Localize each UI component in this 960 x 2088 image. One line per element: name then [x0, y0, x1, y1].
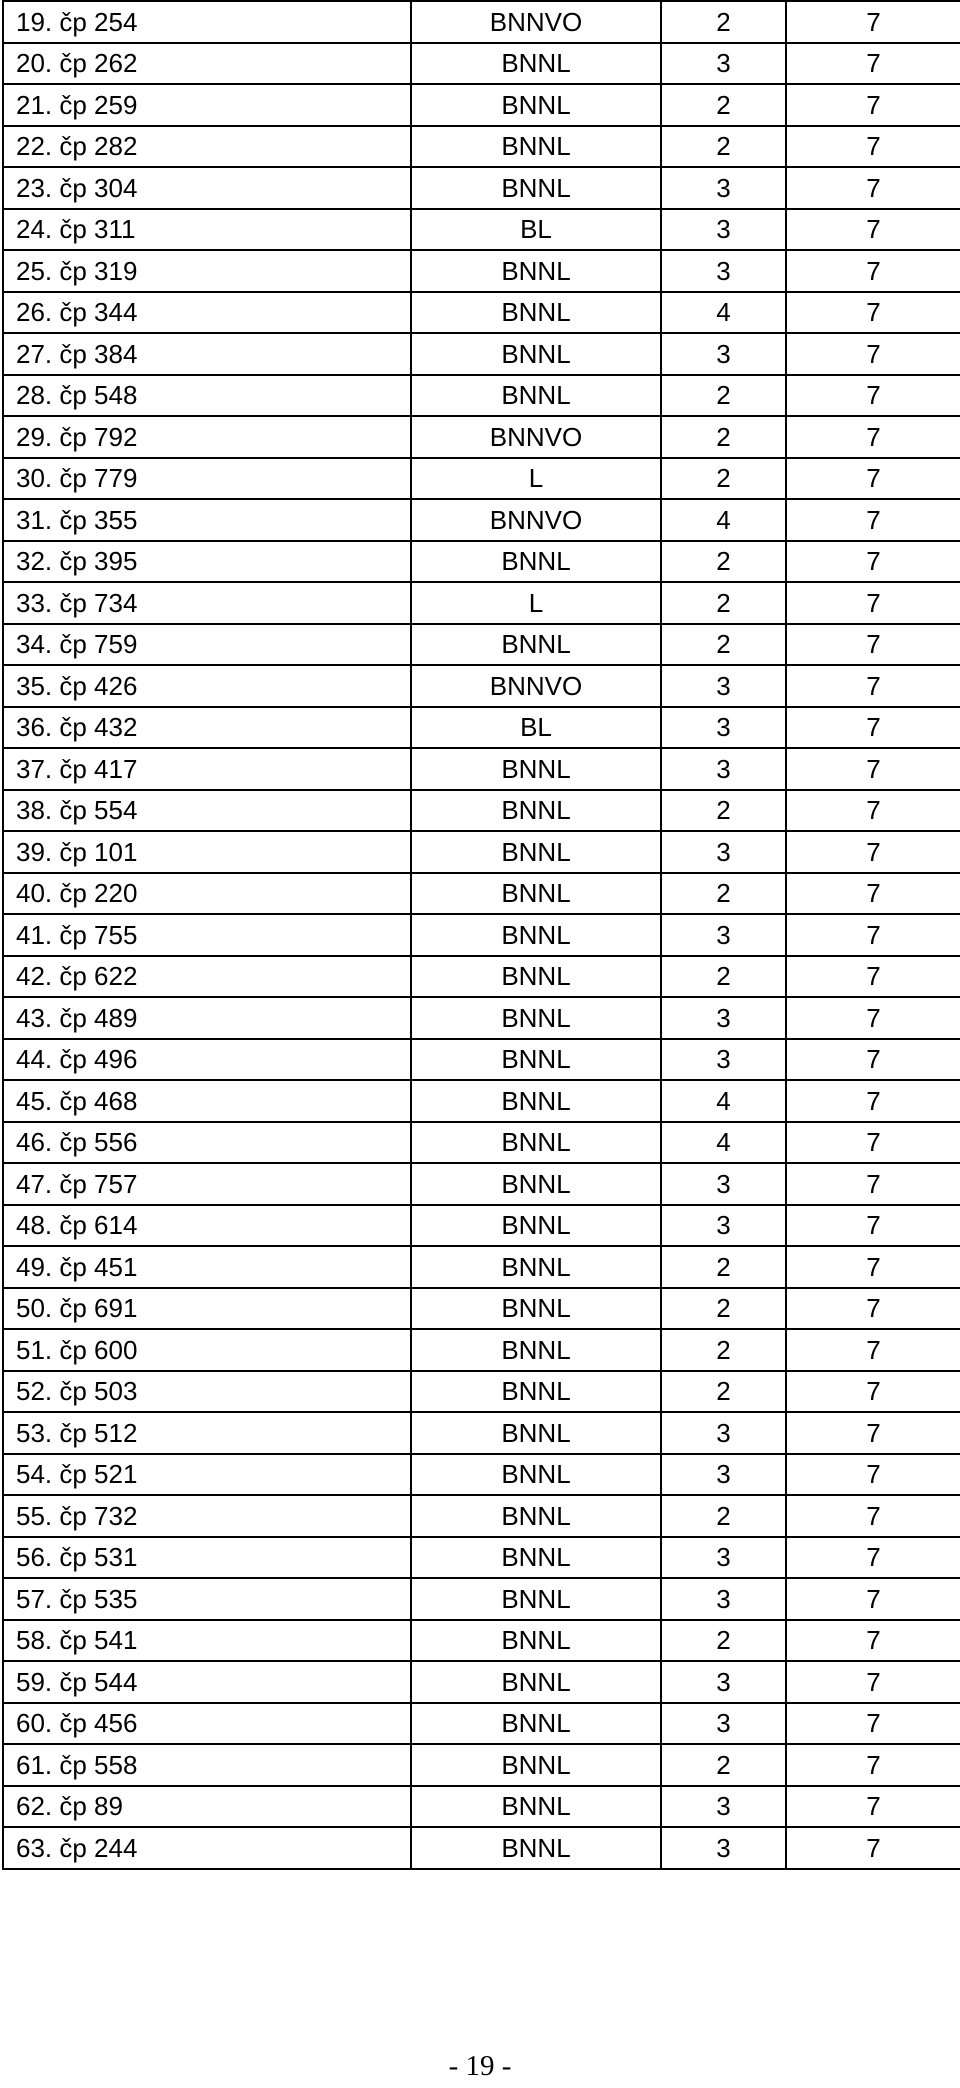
count-cell: 2 — [661, 1246, 786, 1288]
table-row — [3, 1578, 960, 1620]
table-row — [3, 831, 960, 873]
count-cell: 3 — [661, 1039, 786, 1081]
count-cell: 2 — [661, 1371, 786, 1413]
type-cell: BNNVO — [411, 1, 661, 43]
building-cell: 44. čp 496 — [3, 1039, 411, 1081]
table-row — [3, 997, 960, 1039]
type-cell: BNNL — [411, 375, 661, 417]
count-cell: 2 — [661, 1495, 786, 1537]
building-cell: 57. čp 535 — [3, 1578, 411, 1620]
type-cell: BNNL — [411, 1495, 661, 1537]
value-cell: 7 — [786, 1578, 960, 1620]
table-row — [3, 1495, 960, 1537]
type-cell: BNNL — [411, 1163, 661, 1205]
building-cell: 19. čp 254 — [3, 1, 411, 43]
count-cell: 2 — [661, 790, 786, 832]
count-cell: 3 — [661, 914, 786, 956]
type-cell: L — [411, 458, 661, 500]
table-row — [3, 499, 960, 541]
type-cell: BNNL — [411, 1786, 661, 1828]
building-cell: 45. čp 468 — [3, 1080, 411, 1122]
table-row — [3, 458, 960, 500]
count-cell: 2 — [661, 956, 786, 998]
type-cell: BNNL — [411, 292, 661, 334]
value-cell: 7 — [786, 582, 960, 624]
type-cell: BNNL — [411, 43, 661, 85]
building-cell: 55. čp 732 — [3, 1495, 411, 1537]
value-cell: 7 — [786, 1080, 960, 1122]
value-cell: 7 — [786, 1661, 960, 1703]
count-cell: 3 — [661, 665, 786, 707]
type-cell: BNNL — [411, 1744, 661, 1786]
table-row — [3, 1205, 960, 1247]
type-cell: BNNL — [411, 1827, 661, 1869]
type-cell: BNNL — [411, 84, 661, 126]
type-cell: BNNVO — [411, 499, 661, 541]
count-cell: 2 — [661, 1329, 786, 1371]
building-cell: 33. čp 734 — [3, 582, 411, 624]
count-cell: 3 — [661, 831, 786, 873]
count-cell: 3 — [661, 1412, 786, 1454]
value-cell: 7 — [786, 1703, 960, 1745]
count-cell: 3 — [661, 707, 786, 749]
type-cell: BNNL — [411, 250, 661, 292]
table-body — [3, 1, 960, 1869]
count-cell: 3 — [661, 997, 786, 1039]
count-cell: 3 — [661, 250, 786, 292]
count-cell: 2 — [661, 84, 786, 126]
count-cell: 2 — [661, 375, 786, 417]
building-cell: 29. čp 792 — [3, 416, 411, 458]
count-cell: 2 — [661, 1288, 786, 1330]
value-cell: 7 — [786, 292, 960, 334]
value-cell: 7 — [786, 1039, 960, 1081]
type-cell: BNNL — [411, 1537, 661, 1579]
value-cell: 7 — [786, 1744, 960, 1786]
table-row — [3, 914, 960, 956]
building-cell: 35. čp 426 — [3, 665, 411, 707]
type-cell: BNNL — [411, 1122, 661, 1164]
type-cell: BNNL — [411, 167, 661, 209]
count-cell: 3 — [661, 333, 786, 375]
value-cell: 7 — [786, 1827, 960, 1869]
count-cell: 2 — [661, 624, 786, 666]
value-cell: 7 — [786, 458, 960, 500]
building-cell: 28. čp 548 — [3, 375, 411, 417]
count-cell: 3 — [661, 1578, 786, 1620]
count-cell: 4 — [661, 1122, 786, 1164]
type-cell: BNNL — [411, 126, 661, 168]
value-cell: 7 — [786, 84, 960, 126]
count-cell: 2 — [661, 1620, 786, 1662]
type-cell: BNNL — [411, 1620, 661, 1662]
value-cell: 7 — [786, 499, 960, 541]
table-row — [3, 665, 960, 707]
value-cell: 7 — [786, 1205, 960, 1247]
value-cell: 7 — [786, 624, 960, 666]
value-cell: 7 — [786, 1537, 960, 1579]
table-row — [3, 956, 960, 998]
table-row — [3, 1454, 960, 1496]
building-cell: 36. čp 432 — [3, 707, 411, 749]
building-cell: 32. čp 395 — [3, 541, 411, 583]
building-cell: 24. čp 311 — [3, 209, 411, 251]
type-cell: BNNL — [411, 1039, 661, 1081]
value-cell: 7 — [786, 873, 960, 915]
value-cell: 7 — [786, 1163, 960, 1205]
table-row — [3, 292, 960, 334]
count-cell: 4 — [661, 292, 786, 334]
count-cell: 3 — [661, 1205, 786, 1247]
table-row — [3, 1744, 960, 1786]
type-cell: BNNL — [411, 956, 661, 998]
value-cell: 7 — [786, 541, 960, 583]
building-cell: 62. čp 89 — [3, 1786, 411, 1828]
building-cell: 27. čp 384 — [3, 333, 411, 375]
type-cell: BNNL — [411, 1661, 661, 1703]
building-cell: 56. čp 531 — [3, 1537, 411, 1579]
value-cell: 7 — [786, 1329, 960, 1371]
building-cell: 47. čp 757 — [3, 1163, 411, 1205]
value-cell: 7 — [786, 1246, 960, 1288]
value-cell: 7 — [786, 1620, 960, 1662]
type-cell: BNNL — [411, 1703, 661, 1745]
table-row — [3, 1620, 960, 1662]
table-row — [3, 375, 960, 417]
count-cell: 2 — [661, 541, 786, 583]
table-row — [3, 1827, 960, 1869]
type-cell: BNNL — [411, 831, 661, 873]
table-row — [3, 1786, 960, 1828]
count-cell: 2 — [661, 873, 786, 915]
table-row — [3, 250, 960, 292]
building-cell: 59. čp 544 — [3, 1661, 411, 1703]
count-cell: 3 — [661, 1703, 786, 1745]
building-cell: 46. čp 556 — [3, 1122, 411, 1164]
count-cell: 4 — [661, 499, 786, 541]
count-cell: 3 — [661, 1661, 786, 1703]
building-cell: 20. čp 262 — [3, 43, 411, 85]
table-row — [3, 1246, 960, 1288]
type-cell: L — [411, 582, 661, 624]
type-cell: BNNL — [411, 541, 661, 583]
building-cell: 54. čp 521 — [3, 1454, 411, 1496]
count-cell: 3 — [661, 167, 786, 209]
value-cell: 7 — [786, 748, 960, 790]
table-row — [3, 582, 960, 624]
type-cell: BNNL — [411, 873, 661, 915]
count-cell: 3 — [661, 43, 786, 85]
count-cell: 2 — [661, 126, 786, 168]
count-cell: 2 — [661, 582, 786, 624]
building-cell: 49. čp 451 — [3, 1246, 411, 1288]
type-cell: BNNL — [411, 997, 661, 1039]
type-cell: BNNL — [411, 1454, 661, 1496]
building-cell: 63. čp 244 — [3, 1827, 411, 1869]
value-cell: 7 — [786, 914, 960, 956]
value-cell: 7 — [786, 1122, 960, 1164]
table-row — [3, 707, 960, 749]
value-cell: 7 — [786, 665, 960, 707]
type-cell: BL — [411, 209, 661, 251]
value-cell: 7 — [786, 126, 960, 168]
value-cell: 7 — [786, 167, 960, 209]
type-cell: BNNL — [411, 790, 661, 832]
value-cell: 7 — [786, 956, 960, 998]
building-cell: 51. čp 600 — [3, 1329, 411, 1371]
table-row — [3, 1080, 960, 1122]
value-cell: 7 — [786, 43, 960, 85]
value-cell: 7 — [786, 831, 960, 873]
type-cell: BNNL — [411, 1288, 661, 1330]
table-row — [3, 167, 960, 209]
type-cell: BNNVO — [411, 416, 661, 458]
building-cell: 48. čp 614 — [3, 1205, 411, 1247]
table-row — [3, 1661, 960, 1703]
value-cell: 7 — [786, 375, 960, 417]
table-row — [3, 541, 960, 583]
count-cell: 3 — [661, 748, 786, 790]
type-cell: BL — [411, 707, 661, 749]
count-cell: 2 — [661, 1, 786, 43]
building-cell: 38. čp 554 — [3, 790, 411, 832]
table-row — [3, 1371, 960, 1413]
type-cell: BNNL — [411, 748, 661, 790]
table-row — [3, 1288, 960, 1330]
building-cell: 41. čp 755 — [3, 914, 411, 956]
table-row — [3, 1039, 960, 1081]
table-row — [3, 1329, 960, 1371]
count-cell: 3 — [661, 1827, 786, 1869]
table-row — [3, 43, 960, 85]
count-cell: 2 — [661, 458, 786, 500]
type-cell: BNNL — [411, 333, 661, 375]
table-row — [3, 84, 960, 126]
type-cell: BNNL — [411, 624, 661, 666]
table-row — [3, 416, 960, 458]
count-cell: 3 — [661, 1454, 786, 1496]
building-cell: 34. čp 759 — [3, 624, 411, 666]
table-row — [3, 1412, 960, 1454]
table-row — [3, 1, 960, 43]
building-cell: 39. čp 101 — [3, 831, 411, 873]
count-cell: 3 — [661, 1786, 786, 1828]
building-cell: 21. čp 259 — [3, 84, 411, 126]
value-cell: 7 — [786, 1371, 960, 1413]
building-cell: 25. čp 319 — [3, 250, 411, 292]
table-row — [3, 1122, 960, 1164]
value-cell: 7 — [786, 1454, 960, 1496]
building-cell: 50. čp 691 — [3, 1288, 411, 1330]
value-cell: 7 — [786, 997, 960, 1039]
type-cell: BNNL — [411, 1412, 661, 1454]
value-cell: 7 — [786, 1412, 960, 1454]
value-cell: 7 — [786, 1786, 960, 1828]
building-cell: 52. čp 503 — [3, 1371, 411, 1413]
value-cell: 7 — [786, 416, 960, 458]
type-cell: BNNL — [411, 1246, 661, 1288]
building-cell: 37. čp 417 — [3, 748, 411, 790]
data-table — [2, 0, 960, 1870]
type-cell: BNNL — [411, 914, 661, 956]
count-cell: 4 — [661, 1080, 786, 1122]
value-cell: 7 — [786, 333, 960, 375]
table-row — [3, 624, 960, 666]
table-row — [3, 873, 960, 915]
building-cell: 42. čp 622 — [3, 956, 411, 998]
page-number: - 19 - — [448, 2050, 512, 2082]
table-row — [3, 126, 960, 168]
table-row — [3, 1163, 960, 1205]
type-cell: BNNVO — [411, 665, 661, 707]
value-cell: 7 — [786, 209, 960, 251]
building-cell: 43. čp 489 — [3, 997, 411, 1039]
building-cell: 30. čp 779 — [3, 458, 411, 500]
type-cell: BNNL — [411, 1578, 661, 1620]
count-cell: 3 — [661, 209, 786, 251]
value-cell: 7 — [786, 1, 960, 43]
type-cell: BNNL — [411, 1371, 661, 1413]
type-cell: BNNL — [411, 1205, 661, 1247]
count-cell: 3 — [661, 1163, 786, 1205]
value-cell: 7 — [786, 1288, 960, 1330]
table-row — [3, 748, 960, 790]
building-cell: 23. čp 304 — [3, 167, 411, 209]
value-cell: 7 — [786, 1495, 960, 1537]
type-cell: BNNL — [411, 1329, 661, 1371]
building-cell: 31. čp 355 — [3, 499, 411, 541]
table-row — [3, 1703, 960, 1745]
count-cell: 2 — [661, 1744, 786, 1786]
count-cell: 2 — [661, 416, 786, 458]
value-cell: 7 — [786, 790, 960, 832]
value-cell: 7 — [786, 250, 960, 292]
building-cell: 22. čp 282 — [3, 126, 411, 168]
building-cell: 58. čp 541 — [3, 1620, 411, 1662]
table-row — [3, 209, 960, 251]
type-cell: BNNL — [411, 1080, 661, 1122]
table-row — [3, 333, 960, 375]
table-row — [3, 790, 960, 832]
value-cell: 7 — [786, 707, 960, 749]
count-cell: 3 — [661, 1537, 786, 1579]
building-cell: 26. čp 344 — [3, 292, 411, 334]
building-cell: 53. čp 512 — [3, 1412, 411, 1454]
building-cell: 61. čp 558 — [3, 1744, 411, 1786]
building-cell: 60. čp 456 — [3, 1703, 411, 1745]
building-cell: 40. čp 220 — [3, 873, 411, 915]
table-row — [3, 1537, 960, 1579]
